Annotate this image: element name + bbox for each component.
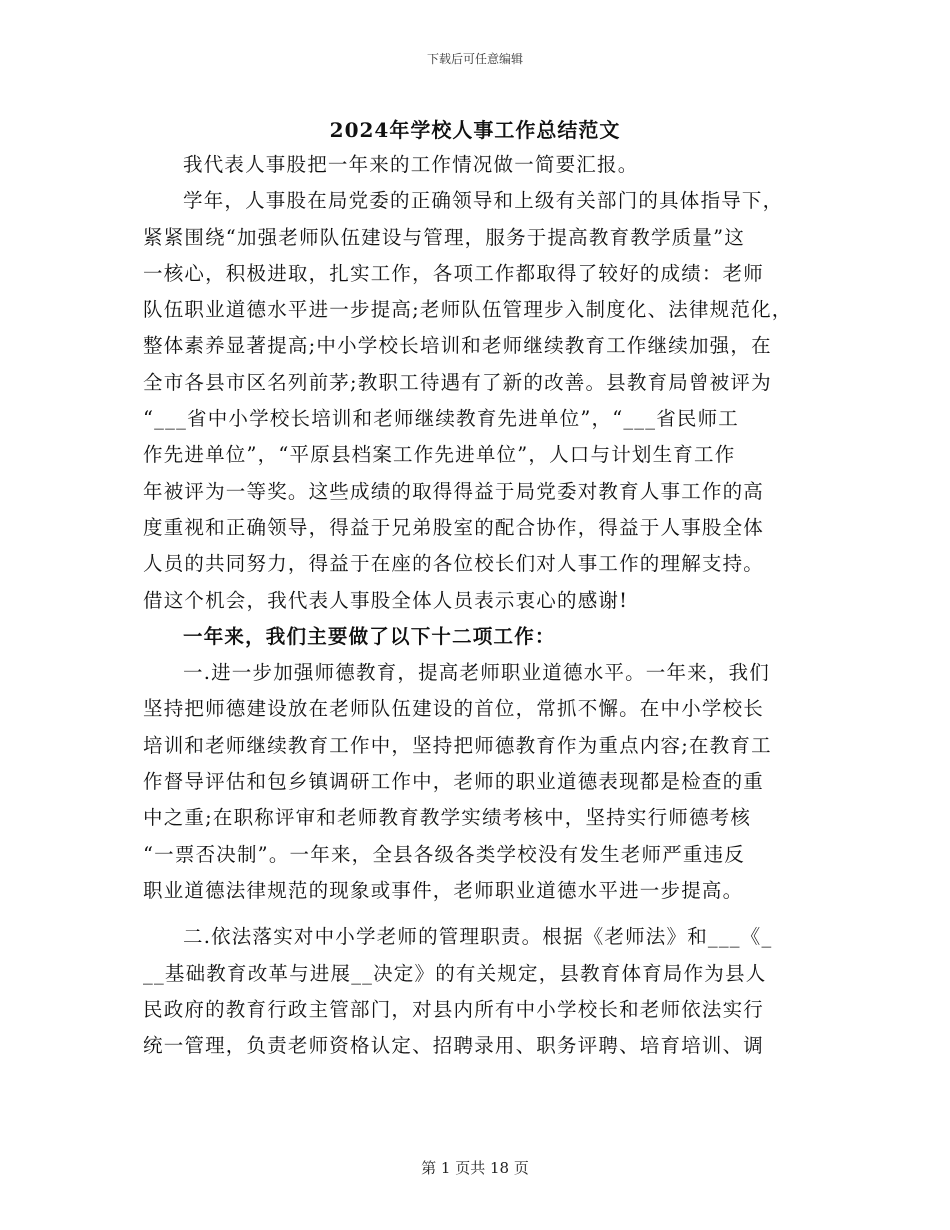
- text-line: 紧紧围绕“加强老师队伍建设与管理，服务于提高教育教学质量”这: [143, 225, 745, 249]
- text-line: __基础教育改革与进展__决定》的有关规定，县教育体育局作为县人: [143, 961, 767, 985]
- text-line: 中之重;在职称评审和老师教育教学实绩考核中，坚持实行师德考核: [143, 806, 752, 830]
- text-line: 一核心，积极进取，扎实工作，各项工作都取得了较好的成绩：老师: [143, 261, 765, 285]
- text-line: “一票否决制”。一年来，全县各级各类学校没有发生老师严重违反: [143, 842, 745, 866]
- paragraph-gap: [143, 909, 823, 919]
- document-body: [143, 147, 823, 1064]
- document-title: 2024年学校人事工作总结范文: [329, 118, 621, 142]
- text-line: 职业道德法律规范的现象或事件，老师职业道德水平进一步提高。: [143, 878, 744, 902]
- text-line: 我代表人事股把一年来的工作情况做一简要汇报。: [183, 153, 639, 176]
- text-line: 统一管理，负责老师资格认定、招聘录用、职务评聘、培育培训、调: [143, 1034, 765, 1058]
- text-line: 度重视和正确领导，得益于兄弟股室的配合协作，得益于人事股全体: [143, 515, 765, 539]
- text-line: 培训和老师继续教育工作中，坚持把师德教育作为重点内容;在教育工: [143, 733, 772, 757]
- text-line: 一年来，我们主要做了以下十二项工作：: [183, 624, 556, 648]
- text-line: 借这个机会，我代表人事股全体人员表示衷心的感谢!: [143, 588, 629, 612]
- text-line: 队伍职业道德水平进一步提高;老师队伍管理步入制度化、法律规范化，: [143, 298, 793, 322]
- text-line: 坚持把师德建设放在老师队伍建设的首位，常抓不懈。在中小学校长: [143, 697, 765, 721]
- text-line: 作先进单位”，“平原县档案工作先进单位”，人口与计划生育工作: [143, 443, 736, 467]
- text-line: 二.依法落实对中小学老师的管理职责。根据《老师法》和___《_: [183, 925, 773, 949]
- text-line: 人员的共同努力，得益于在座的各位校长们对人事工作的理解支持。: [143, 552, 765, 576]
- text-line: “___省中小学校长培训和老师继续教育先进单位”，“___省民师工: [143, 407, 740, 431]
- text-line: 一.进一步加强师德教育，提高老师职业道德水平。一年来，我们: [183, 661, 770, 685]
- text-line: 整体素养显著提高;中小学校长培训和老师继续教育工作继续加强，在: [143, 334, 772, 358]
- page-header-note: 下载后可任意编辑: [426, 52, 523, 66]
- text-line: 学年，人事股在局党委的正确领导和上级有关部门的具体指导下，: [183, 189, 784, 213]
- text-line: 全市各县市区名列前茅;教职工待遇有了新的改善。县教育局曾被评为: [143, 370, 772, 394]
- text-line: 作督导评估和包乡镇调研工作中，老师的职业道德表现都是检查的重: [143, 770, 765, 794]
- page-number: 第 1 页共 18 页: [421, 1159, 529, 1177]
- text-line: 民政府的教育行政主管部门，对县内所有中小学校长和老师依法实行: [143, 997, 765, 1021]
- text-line: 年被评为一等奖。这些成绩的取得得益于局党委对教育人事工作的高: [143, 479, 765, 503]
